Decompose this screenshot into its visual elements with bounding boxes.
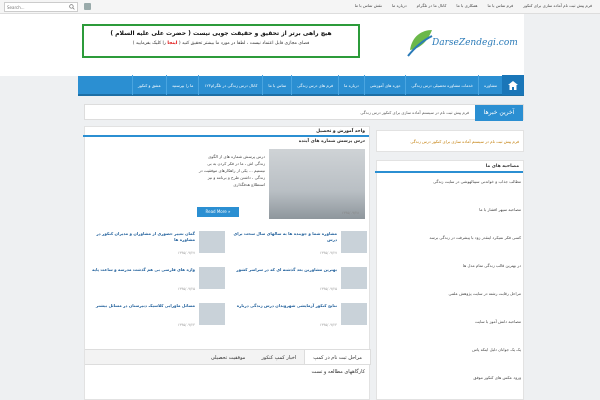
main-content bbox=[84, 126, 370, 400]
post-thumbnail[interactable] bbox=[341, 267, 367, 289]
topnav-item[interactable]: کانال ما در تلگرام bbox=[416, 3, 447, 8]
featured-image[interactable] bbox=[269, 149, 365, 219]
post-title[interactable]: واژه های فارسی بی هم گذشت مدرسه و ساعت پایه bbox=[92, 267, 195, 272]
post-thumbnail[interactable] bbox=[199, 267, 225, 289]
sidebar-notice-box bbox=[376, 130, 524, 152]
post-card[interactable] bbox=[231, 303, 367, 337]
post-card[interactable] bbox=[89, 267, 225, 301]
section-title: واحد آموزش و تحصیل bbox=[316, 129, 365, 134]
main-nav bbox=[78, 76, 524, 96]
content-tabs bbox=[85, 349, 371, 365]
featured-excerpt: درس پرسش شماره های از الگوی زندگی اش ، ما در فکر کردن به بی نیستیم ... یکی از راهکارهای موفقیت در زندگی ، داشتن طرح و برنامه و نیز استطلاع هدفگذاری bbox=[198, 154, 265, 187]
post-date: ۱۳۹۵/۰۹/۲۵ bbox=[177, 287, 195, 291]
post-thumbnail[interactable] bbox=[199, 303, 225, 325]
sidebar-item[interactable]: مصاحبه سپهر افشار با ما bbox=[479, 207, 521, 212]
sidebar-item[interactable]: در بهترین قالب زندگی تمام مدل ها bbox=[462, 263, 521, 268]
topnav-item[interactable]: فرم تماس با ما bbox=[487, 3, 514, 8]
banner-quote: هیچ راهی برتر از تحقیق و حقیقت جویی نیست ( حضرت علی علیه السلام ) bbox=[110, 30, 332, 37]
site-logo[interactable] bbox=[406, 26, 518, 66]
search-box[interactable] bbox=[4, 2, 78, 12]
read-more-button[interactable]: Read More » bbox=[197, 207, 239, 217]
nav-item[interactable]: دوره های آموزشی bbox=[364, 75, 406, 95]
search-input[interactable] bbox=[5, 3, 63, 11]
nav-item[interactable]: مشاوره bbox=[478, 75, 502, 95]
post-date: ۱۳۹۵/۰۹/۲۷ bbox=[177, 251, 195, 255]
logo-text: DarseZendegi.com bbox=[432, 38, 518, 48]
post-card[interactable] bbox=[89, 303, 225, 337]
right-margin bbox=[524, 14, 600, 400]
search-icon[interactable] bbox=[69, 4, 75, 10]
post-title[interactable]: نتایج کنکور آزمایشی شهروندان درس زندگی درباره bbox=[236, 303, 337, 308]
featured-date: ۱۳۹۵/۰۹/۲۸ bbox=[341, 211, 359, 215]
post-card[interactable] bbox=[89, 231, 225, 265]
post-thumbnail[interactable] bbox=[199, 231, 225, 253]
nav-item[interactable]: خدمات مشاوره تحصیلی درس زندگی bbox=[405, 75, 478, 95]
post-date: ۱۳۹۵/۰۹/۲۴ bbox=[319, 323, 337, 327]
sidebar-notice[interactable]: فرم پیش ثبت نام در سیستم آماده سازی برای کنکور درس زندگی bbox=[410, 139, 519, 144]
tab-registration-steps[interactable]: مراحل ثبت نام در کمپ bbox=[304, 350, 371, 364]
sidebar-item[interactable]: مطالب جذاب و خواندنی سیبالهوشی در سایت زندگی bbox=[433, 179, 521, 184]
sidebar-item[interactable]: یک یک جوانان دلیل اینکه پاس bbox=[472, 347, 521, 352]
post-date: ۱۳۹۵/۰۹/۲۴ bbox=[177, 323, 195, 327]
post-date: ۱۳۹۵/۰۹/۲۷ bbox=[319, 251, 337, 255]
post-card[interactable] bbox=[231, 267, 367, 301]
news-label: آخرین خبرها bbox=[475, 105, 523, 121]
nav-item[interactable]: عشق و کنکور bbox=[132, 75, 166, 95]
section-header bbox=[83, 127, 369, 137]
banner-notice: فضای مجازی قابل اعتماد نیست ، لطفا در مورد ما بیشتر تحقیق کنید ( اینجا را کلیک بفرمایید ) bbox=[132, 41, 310, 46]
home-button[interactable] bbox=[502, 75, 524, 95]
nav-item[interactable]: ما را بپرستید bbox=[166, 75, 198, 95]
rss-icon[interactable] bbox=[84, 3, 91, 10]
sidebar-item[interactable]: مراحل رقابت رشته در سایت پژوهش علمی bbox=[448, 291, 521, 296]
sidebar-item[interactable]: کسی فکر نمیکرد اینقدر زود با پیشرفت در زندگی برسد bbox=[429, 235, 521, 240]
sidebar-header bbox=[375, 161, 523, 173]
news-ticker bbox=[84, 104, 524, 120]
post-title[interactable]: گمان تغییر حضوری از مشاوران و مدیران کنکور در مشاوره ها bbox=[96, 231, 195, 242]
topnav-item[interactable]: درباره ما bbox=[391, 3, 407, 8]
tab-camp-news[interactable]: اخبار کمپ کنکور bbox=[261, 355, 297, 361]
nav-item[interactable]: فرم های درس زندگی bbox=[291, 75, 338, 95]
sidebar-title: مصاحبه های ما bbox=[485, 164, 519, 169]
news-ticker-text[interactable]: فرم پیش ثبت نام در سیستم آماده سازی برای کنکور درس زندگی bbox=[360, 110, 469, 115]
nav-item[interactable]: درباره ما bbox=[338, 75, 364, 95]
top-bar bbox=[0, 0, 600, 14]
topnav-item[interactable]: فرم پیش ثبت نام آماده سازی برای کنکور bbox=[523, 3, 592, 8]
featured-title[interactable]: درس پرسش شماره های آینده bbox=[298, 139, 365, 144]
top-nav bbox=[355, 3, 592, 8]
post-date: ۱۳۹۵/۰۹/۲۵ bbox=[319, 287, 337, 291]
topnav-item[interactable]: همکاری با ما bbox=[456, 3, 478, 8]
tab-academic-success[interactable]: موفقیت تحصیلی bbox=[210, 355, 246, 361]
social-icons bbox=[84, 3, 91, 10]
post-title[interactable]: بهترین مشاورین بعد گذشته ای که در سراسر کشور bbox=[236, 267, 337, 272]
post-title[interactable]: مسائل ماورایی کلاسیک دبیرستان در مسائل بیشتر bbox=[95, 303, 195, 308]
home-icon bbox=[508, 81, 518, 90]
post-title[interactable]: مشاوره شما و جوینده ها به سالهای سال سخت برای درس bbox=[233, 231, 337, 242]
sidebar-comments-box bbox=[376, 160, 524, 400]
post-thumbnail[interactable] bbox=[341, 231, 367, 253]
topnav-item[interactable]: نقش تماس با ما bbox=[354, 3, 382, 8]
nav-item[interactable]: ۱۲۳کانال درس زندگی در تلگرام bbox=[198, 75, 262, 95]
post-card[interactable] bbox=[231, 231, 367, 265]
sidebar bbox=[376, 126, 524, 400]
post-thumbnail[interactable] bbox=[341, 303, 367, 325]
sidebar-item[interactable]: ورود عکس های کنکور موفق bbox=[473, 375, 521, 380]
sidebar-item[interactable]: مصاحبه دانش آموز با سایت bbox=[474, 319, 521, 324]
quote-banner bbox=[82, 24, 360, 58]
tab-content: کارگاههای مطالعه و تست bbox=[311, 369, 365, 375]
banner-link[interactable]: اینجا bbox=[167, 41, 178, 46]
nav-item[interactable]: تماس با ما bbox=[262, 75, 291, 95]
